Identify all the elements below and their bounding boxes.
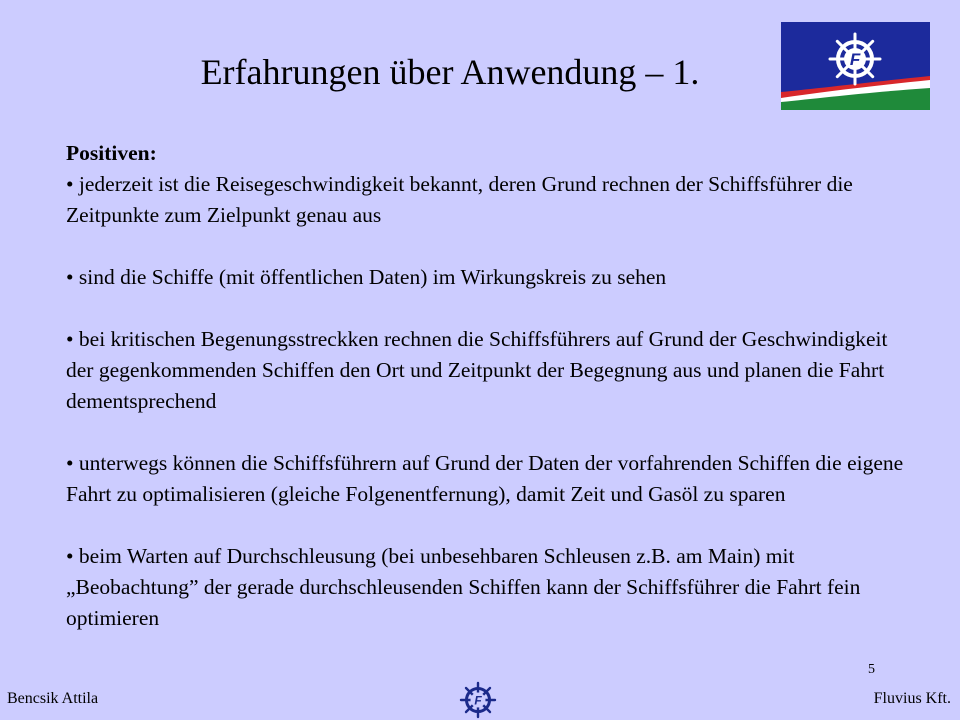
company-flag-logo bbox=[781, 22, 930, 110]
bullet-item: • unterwegs können die Schiffsführern auf Grund der Daten der vorfahrenden Schiffen die eigene Fahrt zu optimalisieren (gleiche Folgenentfernung), damit Zeit und Gasöl zu sparen bbox=[66, 451, 904, 506]
footer-wheel-icon bbox=[459, 681, 497, 719]
ships-wheel-icon bbox=[830, 34, 880, 84]
footer-company: Fluvius Kft. bbox=[873, 690, 951, 707]
bullet-item: • bei kritischen Begenungsstreckken rechnen die Schiffsführers auf Grund der Geschwindigkeit der gegenkommenden Schiffen den Ort und Zeitpunkt der Begegnung aus und planen die Fahrt dementsprechend bbox=[66, 327, 888, 413]
slide-body bbox=[66, 138, 906, 634]
footer-author: Bencsik Attila bbox=[7, 690, 99, 707]
slide-title: Erfahrungen über Anwendung – 1. bbox=[200, 52, 700, 92]
page-number: 5 bbox=[868, 662, 875, 677]
bullet-item: • sind die Schiffe (mit öffentlichen Daten) im Wirkungskreis zu sehen bbox=[66, 265, 667, 289]
bullet-item: • jederzeit ist die Reisegeschwindigkeit bekannt, deren Grund rechnen der Schiffsführer die Zeitpunkte zum Zielpunkt genau aus bbox=[66, 172, 853, 227]
svg-text:F: F bbox=[849, 50, 861, 69]
bullet-item: • beim Warten auf Durchschleusung (bei unbesehbaren Schleusen z.B. am Main) mit „Beobachtung” der gerade durchschleusenden Schiffen kann der Schiffsführer die Fahrt fein optimieren bbox=[66, 544, 861, 630]
svg-text:F: F bbox=[474, 693, 482, 708]
positives-heading: Positiven: bbox=[66, 141, 157, 165]
